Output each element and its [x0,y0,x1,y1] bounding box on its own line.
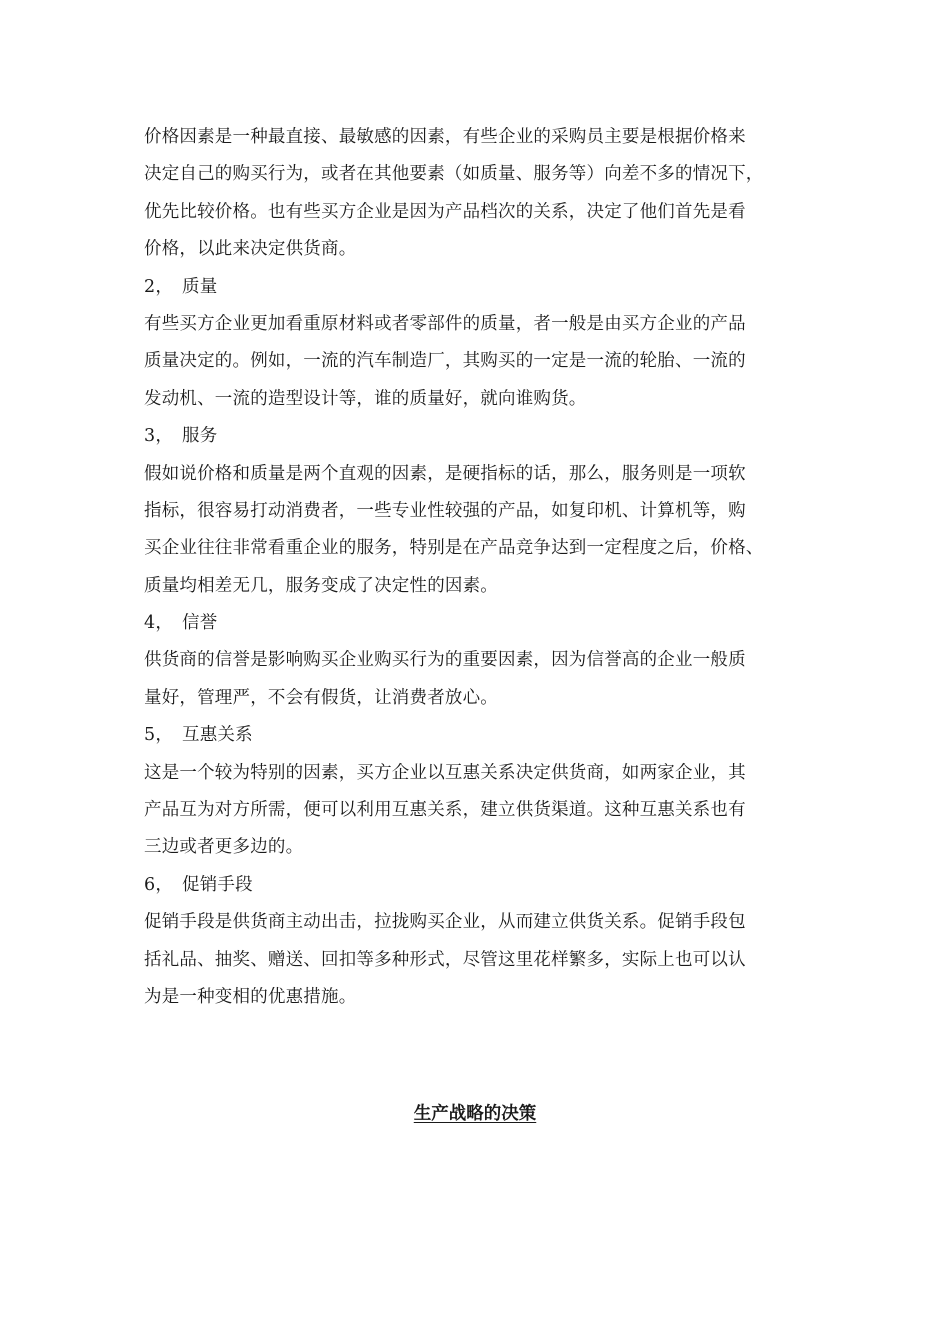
paragraph-line: 为是一种变相的优惠措施。 [144,986,357,1007]
heading-title: 信誉 [182,613,218,634]
document-body [144,119,824,1016]
paragraph-line: 优先比较价格。也有些买方企业是因为产品档次的关系，决定了他们首先是看 [144,201,746,222]
heading-number: 6， [144,874,174,895]
heading-number: 2， [144,276,174,297]
paragraph-line: 产品互为对方所需，便可以利用互惠关系，建立供货渠道。这种互惠关系也有 [144,800,746,821]
paragraph-line: 价格，以此来决定供货商。 [144,239,357,260]
paragraph-line: 质量均相差无几，服务变成了决定性的因素。 [144,575,498,596]
paragraph-line: 有些买方企业更加看重原材料或者零部件的质量，者一般是由买方企业的产品 [144,313,746,334]
heading-title: 服务 [182,426,218,447]
heading-title: 质量 [182,276,218,297]
heading-number: 4， [144,613,174,634]
subsection-heading [144,269,824,306]
paragraph-line: 价格因素是一种最直接、最敏感的因素，有些企业的采购员主要是根据价格来 [144,127,746,147]
section-title-text: 生产战略的决策 [413,1104,537,1124]
paragraph-line: 指标，很容易打动消费者，一些专业性较强的产品，如复印机、计算机等，购 [144,500,746,521]
paragraph-line: 质量决定的。例如，一流的汽车制造厂，其购买的一定是一流的轮胎、一流的 [144,351,746,372]
paragraph-line: 三边或者更多边的。 [144,837,304,858]
paragraph-line: 发动机、一流的造型设计等，谁的质量好，就向谁购货。 [144,388,587,409]
section-title [0,1100,950,1128]
heading-number: 5， [144,725,174,746]
paragraph-line: 买企业往往非常看重企业的服务，特别是在产品竞争达到一定程度之后，价格、 [144,538,764,559]
heading-title: 互惠关系 [182,725,253,746]
paragraph-line: 量好，管理严，不会有假货，让消费者放心。 [144,687,498,708]
subsection-heading [144,418,824,455]
subsection-heading [144,867,824,904]
subsection-heading [144,717,824,754]
heading-title: 促销手段 [182,874,253,895]
subsection-heading [144,605,824,642]
heading-number: 3， [144,426,174,447]
paragraph-line: 假如说价格和质量是两个直观的因素，是硬指标的话，那么，服务则是一项软 [144,463,746,484]
paragraph-line: 决定自己的购买行为，或者在其他要素（如质量、服务等）向差不多的情况下， [144,164,764,185]
paragraph-line: 促销手段是供货商主动出击，拉拢购买企业，从而建立供货关系。促销手段包 [144,912,746,933]
paragraph-line: 括礼品、抽奖、赠送、回扣等多种形式，尽管这里花样繁多，实际上也可以认 [144,949,746,970]
paragraph-line: 供货商的信誉是影响购买企业购买行为的重要因素，因为信誉高的企业一般质 [144,650,746,671]
paragraph-line: 这是一个较为特别的因素，买方企业以互惠关系决定供货商，如两家企业，其 [144,762,746,783]
